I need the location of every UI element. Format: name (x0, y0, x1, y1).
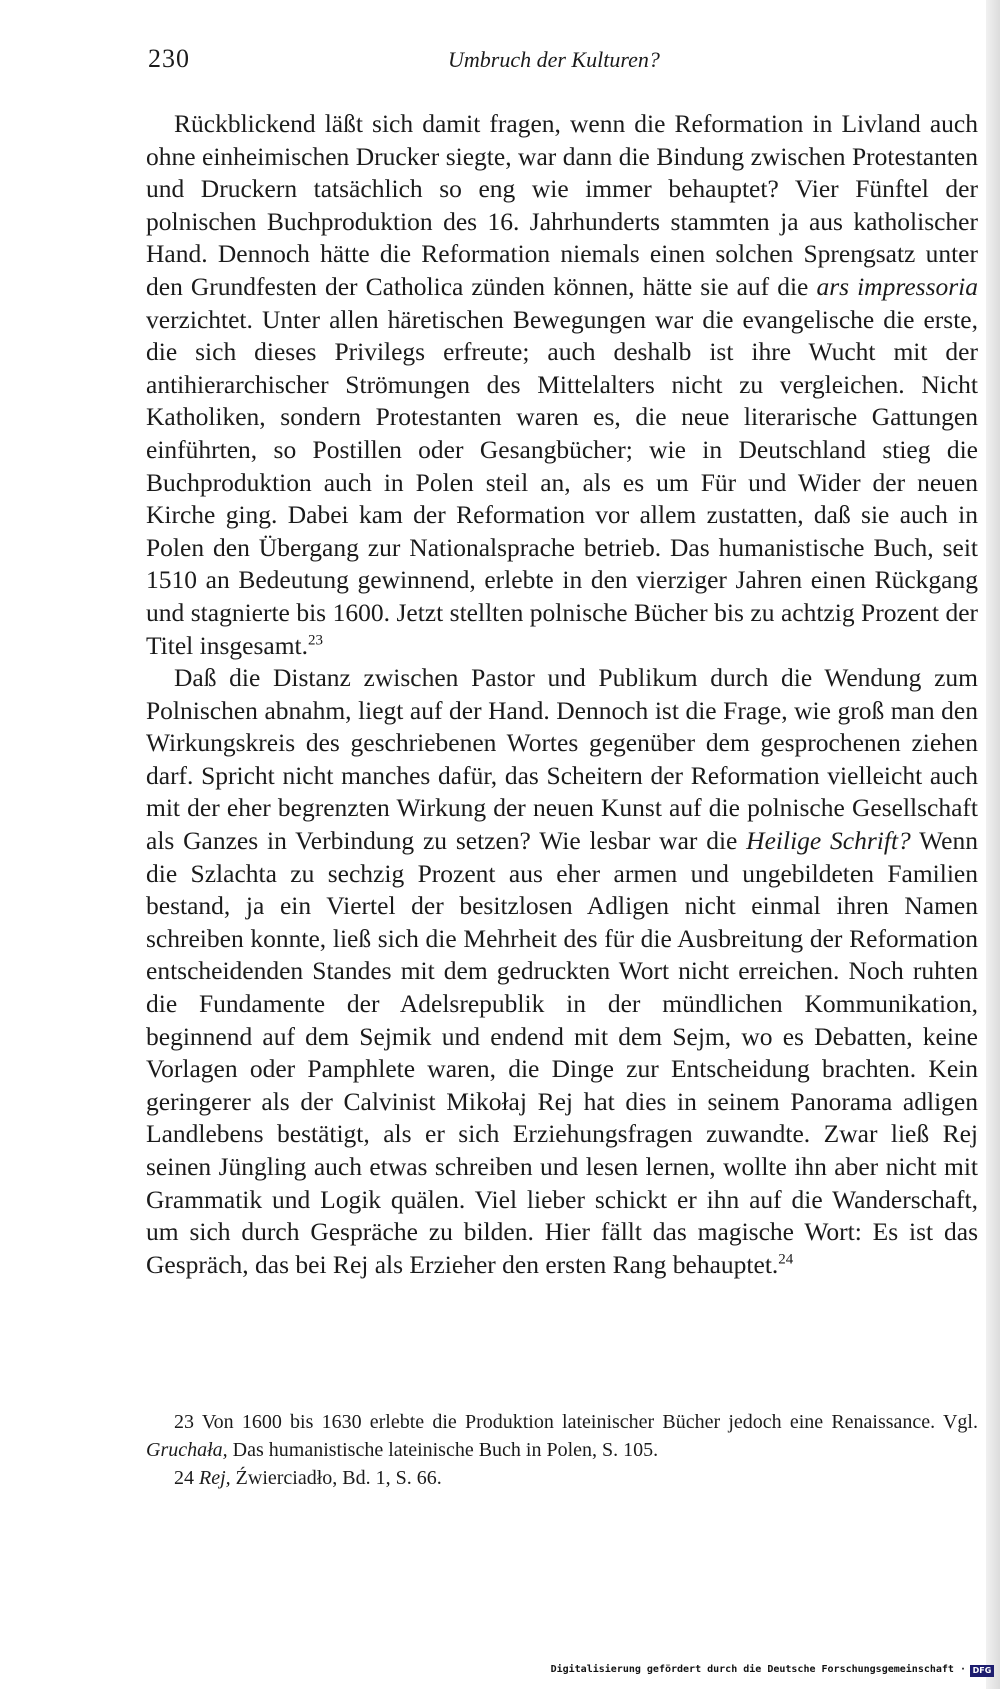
footnote-ref[interactable]: 24 (778, 1251, 794, 1268)
footnote-number: 24 (174, 1467, 194, 1489)
footnote-author: Gruchała, (146, 1439, 228, 1461)
running-head (148, 44, 978, 80)
italic-term: ars impressoria (816, 271, 978, 301)
footnote-text: Das humanistische lateinische Buch in Polen, S. 105. (227, 1439, 659, 1461)
paragraph-text: Rückblickend läßt sich damit fragen, wenn die Reformation in Livland auch ohne einheimischen Drucker siegte, war dann die Bindung zwischen Protestanten und Druckern tatsächlich so eng wie immer behauptet? Vier Fünftel der polnischen Buchproduktion des 16. Jahrhunderts stammten ja aus katholischer Hand. Dennoch hätte die Reformation niemals einen solchen Sprengsatz unter den Grundfesten der Catholica zünden können, hätte sie auf die (146, 109, 978, 301)
body-text (146, 108, 978, 1281)
page-edge (986, 0, 1000, 1689)
footnote (146, 1408, 978, 1464)
paragraph-text: Wenn die Szlachta zu sechzig Prozent aus eher armen und ungebildeten Familien bestand, ja ein Viertel der besitzlosen Adligen nicht einmal ihren Namen schreiben konnte, ließ sich die Mehrheit des für die Ausbreitung der Reformation entscheidenden Standes mit dem gedruckten Wort nicht erreichen. Noch ruhten die Fundamente der Adelsrepublik in der mündlichen Kommunikation, beginnend auf dem Sejmik und endend mit dem Sejm, wo es Debatten, keine Vorlagen oder Pamphlete waren, die Dinge zur Entscheidung brachten. Kein geringerer als der Calvinist Mikołaj Rej hat dies in seinem Panorama adligen Landlebens bestätigt, als er sich Erziehungsfragen zuwandte. Zwar ließ Rej seinen Jüngling auch etwas schreiben und lesen lernen, wollte ihn aber nicht mit Grammatik und Logik quälen. Viel lieber schickt er ihn auf die Wanderschaft, um sich durch Gespräche zu bilden. Hier fällt das magische Wort: Es ist das Gespräch, das bei Rej als Erzieher den ersten Rang behauptet. (146, 826, 978, 1279)
paragraph (146, 108, 978, 662)
footnote-ref[interactable]: 23 (308, 632, 323, 648)
footnotes (146, 1408, 978, 1492)
paragraph-text: Daß die Distanz zwischen Pastor und Publikum durch die Wendung zum Polnischen abnahm, liegt auf der Hand. Dennoch ist die Frage, wie groß man den Wirkungskreis des geschriebenen Wortes gegenüber dem gesprochenen ziehen darf. Spricht nicht manches dafür, das Scheitern der Reformation vielleicht auch mit der eher begrenzten Wirkung der neuen Kunst auf die polnische Gesellschaft als Ganzes in Verbindung zu setzen? Wie lesbar war die (146, 663, 978, 856)
page-number: 230 (148, 44, 190, 73)
footnote-number: 23 (174, 1411, 194, 1433)
italic-term: Heilige Schrift? (746, 826, 911, 856)
paragraph-text: verzichtet. Unter allen häretischen Bewegungen war die evangelische die erste, die sich dieses Privilegs erfreute; auch deshalb ist ihre Wucht mit der antihierarchischer Strömungen des Mittelalters nicht zu vergleichen. Nicht Katholiken, sondern Protestanten waren es, die neue literarische Gattungen einführten, so Postillen oder Gesangbücher; wie in Deutschland stieg die Buchproduktion auch in Polen steil an, als es um Für und Wider der neuen Kirche ging. Dabei kam der Reformation vor allem zustatten, daß sie auch in Polen den Übergang zur Nationalsprache betrieb. Das humanistische Buch, seit 1510 an Bedeutung gewinnend, erlebte in den vierziger Jahren einen Rückgang und stagnierte bis 1600. Jetzt stellten polnische Bücher bis zu achtzig Prozent der Titel insgesamt. (146, 304, 978, 660)
paragraph (146, 662, 978, 1281)
running-title: Umbruch der Kulturen? (448, 47, 660, 72)
digitization-credit: Digitalisierung gefördert durch die Deutsche Forschungsgemeinschaft · (550, 1664, 966, 1675)
footnote-text: Źwierciadło, Bd. 1, S. 66. (230, 1467, 442, 1489)
dfg-logo: DFG (970, 1665, 994, 1677)
footnote-text: Von 1600 bis 1630 erlebte die Produktion lateinischer Bücher jedoch eine Renaissance. Vgl. (194, 1411, 978, 1433)
footnote (146, 1464, 978, 1492)
footnote-author: Rej, (199, 1467, 231, 1489)
